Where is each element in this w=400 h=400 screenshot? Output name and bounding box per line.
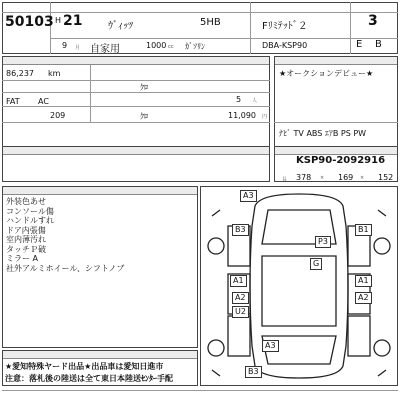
note-item: タッチＰ破 xyxy=(6,244,46,254)
model-name: ｳﾞｨｯﾂ xyxy=(108,21,133,32)
seats-unit: 人 xyxy=(252,98,258,104)
grade: Fﾘﾐﾃｯﾄﾞ２ xyxy=(262,21,308,32)
month-unit: 月 xyxy=(75,45,81,51)
equipment-list: ﾅﾋﾞ TV ABS ｴｱB PS PW xyxy=(279,129,367,138)
recycle-fee-unit: 円 xyxy=(262,114,268,120)
note-item: ハンドルすれ xyxy=(6,216,54,225)
damage-a1-right: A1 xyxy=(355,275,372,287)
lot-number: 50103 xyxy=(5,14,54,30)
body-color: ｸﾛ xyxy=(140,83,148,92)
damage-a3-bottom: A3 xyxy=(262,340,279,352)
damage-b3-left: B3 xyxy=(232,224,249,236)
displacement-unit: cc xyxy=(168,44,174,50)
damage-a3-top: A3 xyxy=(240,190,257,202)
note-item: コンソール傷 xyxy=(6,206,54,216)
width: 169 xyxy=(338,173,354,182)
seats: 5 xyxy=(236,95,242,104)
damage-b3-bottom: B3 xyxy=(245,366,262,378)
damage-p3: P3 xyxy=(315,236,331,248)
damage-a1-left: A1 xyxy=(230,275,247,287)
color-code-name: ｸﾛ xyxy=(140,112,148,121)
mileage: 86,237 xyxy=(6,69,34,78)
damage-a2-right: A2 xyxy=(355,292,372,304)
month: 9 xyxy=(62,41,68,50)
note-item: 社外アルミホイール、シフトノブ xyxy=(6,263,125,273)
notes-list xyxy=(6,197,124,273)
note-item: 外装色あせ xyxy=(6,197,46,206)
color-code: 209 xyxy=(50,111,66,120)
auction-score: 3 xyxy=(368,13,378,29)
air-conditioning: AC xyxy=(38,97,49,106)
damage-a2-left: A2 xyxy=(232,292,249,304)
model-code: DBA-KSP90 xyxy=(262,41,308,50)
length-mark: 長 xyxy=(282,177,288,183)
exterior-grade: B xyxy=(375,39,382,50)
damage-b1-right: B1 xyxy=(355,224,372,236)
usage: 自家用 xyxy=(90,44,120,55)
fuel: ｶﾞｿﾘﾝ xyxy=(185,42,205,51)
damage-g: G xyxy=(310,258,322,270)
model-year: 21 xyxy=(63,13,83,29)
interior-grade: E xyxy=(356,39,363,50)
displacement: 1000 xyxy=(146,41,167,50)
doors: 5HB xyxy=(200,17,221,28)
damage-u2: U2 xyxy=(232,306,249,318)
sales-point: ★オークションデビュー★ xyxy=(279,69,374,78)
note-item: 室内薄汚れ xyxy=(6,235,46,244)
length: 378 xyxy=(296,173,312,182)
times-1: × xyxy=(320,175,325,181)
mileage-unit: km xyxy=(48,69,61,78)
footer-line-2: 注意：落札後の陸送は全て東日本陸送ｾﾝﾀｰ手配 xyxy=(5,374,173,383)
note-item: ドア内張傷 xyxy=(6,225,46,235)
times-2: × xyxy=(360,175,365,181)
footer-line-1: ★愛知特殊ヤード出品★出品車は愛知日進市 xyxy=(5,362,164,371)
recycle-fee: 11,090 xyxy=(228,111,256,120)
chassis-number: KSP90-2092916 xyxy=(296,155,386,166)
note-item: ミラー A xyxy=(6,254,39,263)
era-mark: H xyxy=(55,16,62,25)
transmission: FAT xyxy=(6,97,20,106)
height: 152 xyxy=(378,173,394,182)
